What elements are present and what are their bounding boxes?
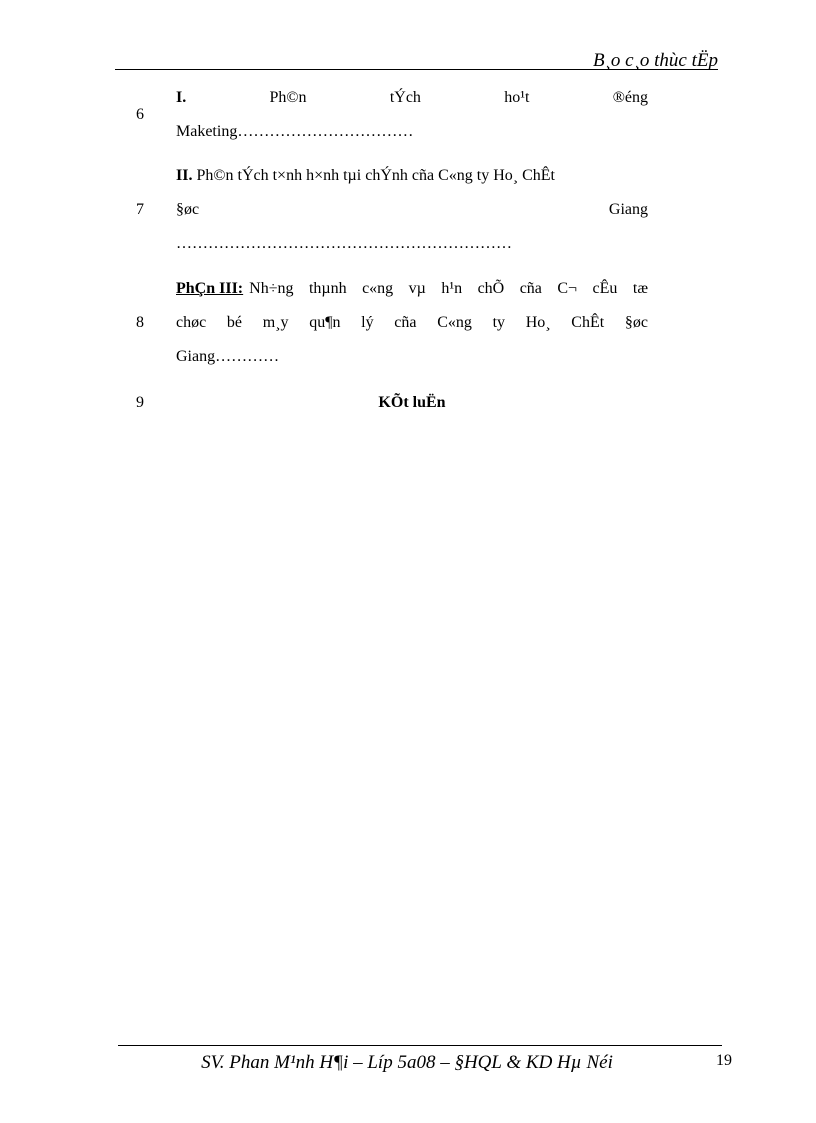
entry-line: chøc bé m¸y qu¶n lý cña C«ng ty Ho¸ ChÊt §øc [176, 314, 648, 331]
entry-content [176, 159, 648, 261]
entry-number: 8 [136, 314, 144, 331]
section-numeral: II. [176, 167, 193, 184]
page-number: 19 [716, 1052, 732, 1069]
entry-line: ……………………………………………………… [176, 235, 512, 252]
entry-line [176, 81, 648, 115]
footer-divider [118, 1045, 722, 1046]
entry-number: 6 [136, 106, 144, 123]
entry-line: Giang………… [176, 348, 280, 365]
word: Giang [608, 201, 648, 218]
entry-line-text: Nh÷ng thµnh c«ng vµ h¹n chÕ cña C¬ cÊu tæ [249, 280, 648, 297]
conclusion-title: KÕt luËn [378, 394, 446, 411]
header-divider [115, 69, 718, 70]
word: §øc [176, 201, 200, 218]
word: ®éng [612, 89, 648, 106]
word: Ph©n [269, 89, 307, 106]
word: ho¹t [504, 89, 530, 106]
section-numeral: I. [176, 89, 187, 106]
entry-number: 7 [136, 201, 144, 218]
entry-content [176, 386, 648, 420]
entry-line [176, 193, 648, 227]
entry-content [176, 81, 648, 149]
header-title: B¸o c¸o thùc tËp [592, 50, 718, 71]
word: tÝch [389, 89, 421, 106]
part-heading: PhÇn III: [176, 280, 244, 297]
entry-line [176, 272, 648, 306]
entry-content [176, 272, 648, 374]
entry-number: 9 [136, 394, 144, 411]
entry-line [176, 159, 648, 193]
entry-line-text: Ph©n tÝch t×nh h×nh tµi chÝnh cña C«ng ty Ho¸ ChÊt [196, 167, 555, 184]
footer-text: SV. Phan M¹nh H¶i – Líp 5a08 – §HQL & KD Hµ Néi [201, 1052, 613, 1073]
entry-line: Maketing…………………………… [176, 123, 414, 140]
